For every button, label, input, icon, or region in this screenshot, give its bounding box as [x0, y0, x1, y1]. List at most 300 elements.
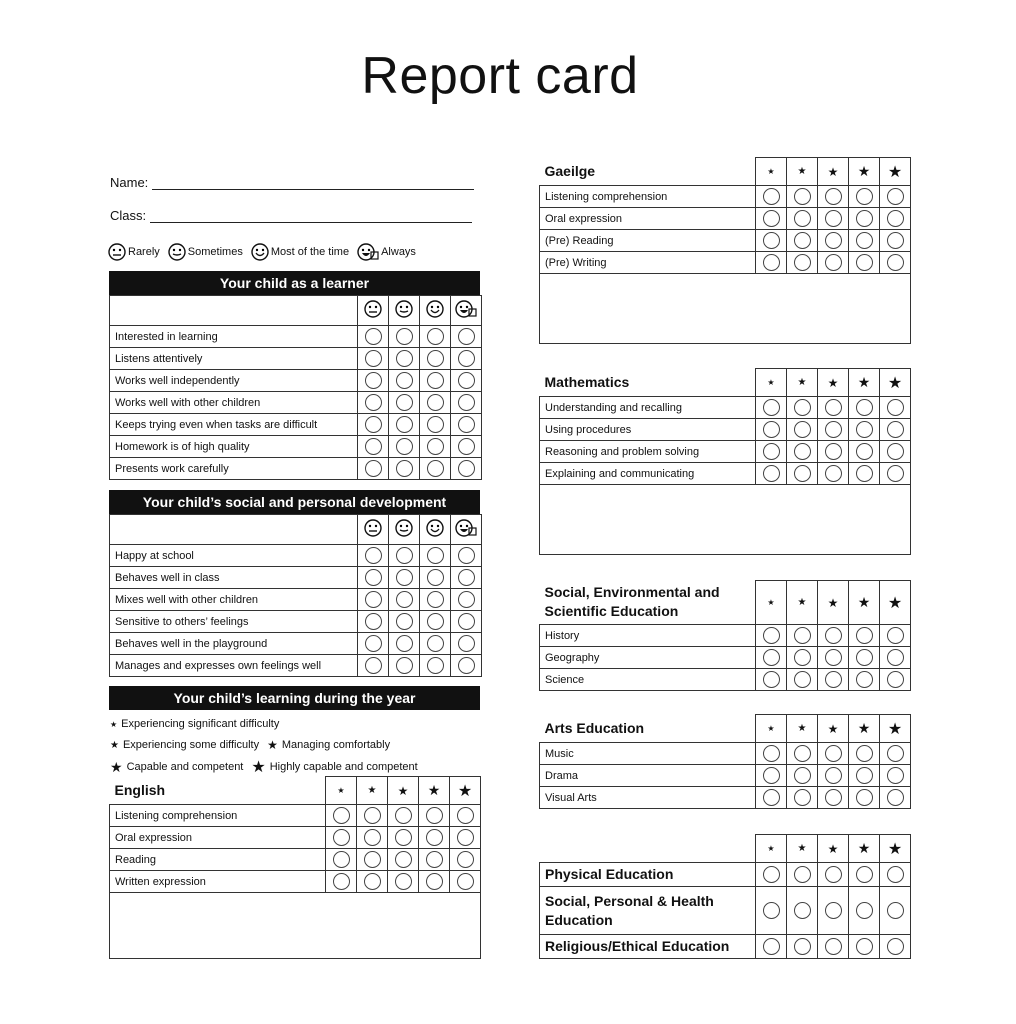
rating-cell[interactable] [849, 208, 880, 230]
rating-cell[interactable] [818, 463, 849, 485]
rating-circle[interactable] [427, 569, 444, 586]
rating-circle[interactable] [458, 438, 475, 455]
rating-circle[interactable] [365, 438, 382, 455]
rating-circle[interactable] [763, 421, 780, 438]
rating-circle[interactable] [825, 627, 842, 644]
rating-circle[interactable] [365, 460, 382, 477]
rating-cell[interactable] [358, 589, 389, 611]
rating-circle[interactable] [794, 465, 811, 482]
rating-circle[interactable] [427, 547, 444, 564]
rating-circle[interactable] [887, 210, 904, 227]
rating-circle[interactable] [825, 745, 842, 762]
rating-cell[interactable] [849, 625, 880, 647]
rating-cell[interactable] [389, 633, 420, 655]
rating-circle[interactable] [763, 232, 780, 249]
rating-cell[interactable] [420, 545, 451, 567]
rating-circle[interactable] [396, 591, 413, 608]
rating-cell[interactable] [818, 765, 849, 787]
rating-circle[interactable] [856, 767, 873, 784]
rating-circle[interactable] [365, 328, 382, 345]
rating-circle[interactable] [856, 649, 873, 666]
rating-circle[interactable] [825, 210, 842, 227]
rating-cell[interactable] [787, 743, 818, 765]
rating-cell[interactable] [849, 463, 880, 485]
rating-circle[interactable] [887, 649, 904, 666]
rating-cell[interactable] [451, 545, 482, 567]
rating-cell[interactable] [787, 252, 818, 274]
rating-cell[interactable] [389, 370, 420, 392]
rating-circle[interactable] [887, 421, 904, 438]
rating-circle[interactable] [856, 210, 873, 227]
rating-circle[interactable] [794, 188, 811, 205]
rating-cell[interactable] [818, 397, 849, 419]
comment-box[interactable] [110, 893, 481, 959]
rating-cell[interactable] [358, 370, 389, 392]
rating-circle[interactable] [396, 416, 413, 433]
rating-cell[interactable] [389, 392, 420, 414]
rating-circle[interactable] [458, 372, 475, 389]
rating-cell[interactable] [818, 669, 849, 691]
rating-cell[interactable] [849, 669, 880, 691]
rating-circle[interactable] [763, 399, 780, 416]
rating-circle[interactable] [887, 938, 904, 955]
rating-circle[interactable] [333, 807, 350, 824]
rating-cell[interactable] [388, 849, 419, 871]
rating-circle[interactable] [365, 657, 382, 674]
rating-cell[interactable] [849, 935, 880, 959]
rating-circle[interactable] [364, 807, 381, 824]
rating-cell[interactable] [389, 348, 420, 370]
rating-cell[interactable] [420, 655, 451, 677]
rating-cell[interactable] [756, 647, 787, 669]
rating-circle[interactable] [396, 460, 413, 477]
rating-cell[interactable] [420, 633, 451, 655]
rating-cell[interactable] [389, 326, 420, 348]
rating-circle[interactable] [763, 210, 780, 227]
rating-circle[interactable] [825, 767, 842, 784]
rating-cell[interactable] [756, 463, 787, 485]
rating-circle[interactable] [458, 613, 475, 630]
rating-circle[interactable] [427, 350, 444, 367]
rating-cell[interactable] [787, 419, 818, 441]
rating-circle[interactable] [396, 569, 413, 586]
rating-cell[interactable] [389, 611, 420, 633]
rating-circle[interactable] [887, 399, 904, 416]
rating-cell[interactable] [880, 765, 911, 787]
rating-circle[interactable] [856, 745, 873, 762]
rating-circle[interactable] [794, 627, 811, 644]
rating-circle[interactable] [365, 394, 382, 411]
rating-cell[interactable] [787, 863, 818, 887]
rating-circle[interactable] [396, 394, 413, 411]
rating-cell[interactable] [357, 827, 388, 849]
rating-cell[interactable] [787, 186, 818, 208]
rating-circle[interactable] [825, 421, 842, 438]
rating-circle[interactable] [887, 767, 904, 784]
rating-circle[interactable] [365, 547, 382, 564]
rating-circle[interactable] [458, 328, 475, 345]
rating-circle[interactable] [458, 547, 475, 564]
rating-circle[interactable] [763, 789, 780, 806]
rating-cell[interactable] [451, 392, 482, 414]
rating-circle[interactable] [763, 465, 780, 482]
rating-cell[interactable] [787, 647, 818, 669]
rating-circle[interactable] [856, 399, 873, 416]
rating-cell[interactable] [756, 441, 787, 463]
rating-circle[interactable] [396, 657, 413, 674]
rating-cell[interactable] [756, 743, 787, 765]
rating-cell[interactable] [358, 414, 389, 436]
rating-circle[interactable] [395, 807, 412, 824]
rating-circle[interactable] [365, 569, 382, 586]
rating-circle[interactable] [794, 399, 811, 416]
rating-cell[interactable] [818, 935, 849, 959]
rating-circle[interactable] [426, 829, 443, 846]
rating-cell[interactable] [818, 887, 849, 935]
rating-circle[interactable] [333, 873, 350, 890]
rating-cell[interactable] [849, 787, 880, 809]
rating-circle[interactable] [794, 902, 811, 919]
rating-cell[interactable] [880, 463, 911, 485]
rating-cell[interactable] [849, 647, 880, 669]
rating-circle[interactable] [763, 443, 780, 460]
rating-cell[interactable] [818, 208, 849, 230]
rating-cell[interactable] [756, 863, 787, 887]
rating-cell[interactable] [420, 392, 451, 414]
rating-cell[interactable] [389, 436, 420, 458]
rating-circle[interactable] [395, 873, 412, 890]
rating-cell[interactable] [419, 871, 450, 893]
rating-cell[interactable] [849, 419, 880, 441]
rating-circle[interactable] [794, 745, 811, 762]
rating-cell[interactable] [389, 414, 420, 436]
rating-cell[interactable] [451, 567, 482, 589]
rating-cell[interactable] [756, 935, 787, 959]
rating-cell[interactable] [450, 827, 481, 849]
rating-cell[interactable] [756, 765, 787, 787]
rating-circle[interactable] [458, 657, 475, 674]
rating-circle[interactable] [457, 873, 474, 890]
rating-circle[interactable] [887, 902, 904, 919]
rating-cell[interactable] [756, 787, 787, 809]
rating-cell[interactable] [420, 589, 451, 611]
rating-cell[interactable] [880, 419, 911, 441]
rating-cell[interactable] [451, 655, 482, 677]
rating-cell[interactable] [357, 805, 388, 827]
rating-cell[interactable] [880, 252, 911, 274]
rating-cell[interactable] [388, 805, 419, 827]
rating-circle[interactable] [333, 851, 350, 868]
rating-cell[interactable] [358, 633, 389, 655]
rating-cell[interactable] [818, 787, 849, 809]
rating-cell[interactable] [756, 230, 787, 252]
rating-circle[interactable] [458, 569, 475, 586]
rating-circle[interactable] [426, 851, 443, 868]
rating-cell[interactable] [787, 441, 818, 463]
rating-circle[interactable] [457, 829, 474, 846]
rating-cell[interactable] [818, 441, 849, 463]
rating-cell[interactable] [451, 611, 482, 633]
rating-cell[interactable] [849, 252, 880, 274]
rating-cell[interactable] [420, 567, 451, 589]
comment-box[interactable] [540, 274, 911, 344]
rating-cell[interactable] [818, 419, 849, 441]
rating-circle[interactable] [825, 902, 842, 919]
rating-circle[interactable] [825, 232, 842, 249]
rating-cell[interactable] [787, 625, 818, 647]
rating-circle[interactable] [887, 443, 904, 460]
rating-circle[interactable] [458, 591, 475, 608]
name-line[interactable] [152, 175, 474, 190]
rating-cell[interactable] [450, 849, 481, 871]
rating-circle[interactable] [427, 438, 444, 455]
rating-cell[interactable] [880, 743, 911, 765]
rating-circle[interactable] [856, 232, 873, 249]
rating-cell[interactable] [326, 805, 357, 827]
rating-circle[interactable] [365, 635, 382, 652]
rating-circle[interactable] [763, 767, 780, 784]
rating-circle[interactable] [333, 829, 350, 846]
rating-circle[interactable] [395, 829, 412, 846]
rating-circle[interactable] [365, 372, 382, 389]
rating-cell[interactable] [326, 827, 357, 849]
rating-circle[interactable] [825, 671, 842, 688]
rating-circle[interactable] [763, 938, 780, 955]
rating-cell[interactable] [420, 458, 451, 480]
rating-cell[interactable] [787, 230, 818, 252]
rating-cell[interactable] [451, 326, 482, 348]
rating-circle[interactable] [856, 421, 873, 438]
rating-circle[interactable] [825, 649, 842, 666]
rating-cell[interactable] [787, 208, 818, 230]
rating-circle[interactable] [427, 416, 444, 433]
rating-circle[interactable] [396, 547, 413, 564]
rating-cell[interactable] [849, 441, 880, 463]
rating-cell[interactable] [419, 827, 450, 849]
rating-circle[interactable] [887, 627, 904, 644]
rating-cell[interactable] [849, 230, 880, 252]
rating-cell[interactable] [419, 849, 450, 871]
rating-cell[interactable] [880, 186, 911, 208]
rating-cell[interactable] [787, 787, 818, 809]
name-field[interactable] [110, 175, 474, 190]
rating-circle[interactable] [427, 394, 444, 411]
rating-cell[interactable] [756, 208, 787, 230]
rating-circle[interactable] [825, 188, 842, 205]
rating-circle[interactable] [427, 657, 444, 674]
rating-cell[interactable] [389, 589, 420, 611]
rating-cell[interactable] [787, 463, 818, 485]
rating-circle[interactable] [856, 188, 873, 205]
rating-cell[interactable] [880, 208, 911, 230]
rating-circle[interactable] [763, 866, 780, 883]
rating-cell[interactable] [451, 589, 482, 611]
rating-cell[interactable] [818, 230, 849, 252]
rating-circle[interactable] [794, 254, 811, 271]
rating-circle[interactable] [364, 851, 381, 868]
rating-circle[interactable] [794, 649, 811, 666]
rating-circle[interactable] [794, 232, 811, 249]
rating-circle[interactable] [763, 902, 780, 919]
rating-cell[interactable] [357, 871, 388, 893]
rating-cell[interactable] [420, 348, 451, 370]
rating-cell[interactable] [358, 326, 389, 348]
rating-circle[interactable] [887, 745, 904, 762]
rating-circle[interactable] [763, 188, 780, 205]
rating-cell[interactable] [451, 458, 482, 480]
rating-cell[interactable] [326, 849, 357, 871]
rating-cell[interactable] [756, 625, 787, 647]
rating-circle[interactable] [457, 807, 474, 824]
rating-circle[interactable] [856, 671, 873, 688]
rating-circle[interactable] [427, 613, 444, 630]
rating-circle[interactable] [396, 372, 413, 389]
rating-circle[interactable] [364, 829, 381, 846]
rating-circle[interactable] [856, 627, 873, 644]
rating-cell[interactable] [756, 397, 787, 419]
rating-circle[interactable] [365, 416, 382, 433]
rating-cell[interactable] [420, 326, 451, 348]
rating-cell[interactable] [818, 647, 849, 669]
rating-circle[interactable] [794, 866, 811, 883]
rating-circle[interactable] [794, 421, 811, 438]
rating-cell[interactable] [849, 186, 880, 208]
rating-circle[interactable] [856, 938, 873, 955]
rating-circle[interactable] [794, 938, 811, 955]
rating-cell[interactable] [818, 625, 849, 647]
rating-circle[interactable] [396, 613, 413, 630]
rating-cell[interactable] [880, 863, 911, 887]
rating-cell[interactable] [756, 419, 787, 441]
rating-cell[interactable] [451, 436, 482, 458]
rating-circle[interactable] [825, 866, 842, 883]
rating-circle[interactable] [856, 254, 873, 271]
rating-circle[interactable] [763, 671, 780, 688]
rating-cell[interactable] [420, 611, 451, 633]
rating-circle[interactable] [794, 767, 811, 784]
rating-cell[interactable] [389, 545, 420, 567]
rating-circle[interactable] [427, 635, 444, 652]
rating-circle[interactable] [427, 372, 444, 389]
rating-cell[interactable] [388, 827, 419, 849]
rating-cell[interactable] [419, 805, 450, 827]
rating-cell[interactable] [880, 625, 911, 647]
rating-cell[interactable] [880, 669, 911, 691]
rating-cell[interactable] [756, 252, 787, 274]
rating-circle[interactable] [825, 254, 842, 271]
rating-cell[interactable] [358, 545, 389, 567]
rating-circle[interactable] [763, 745, 780, 762]
rating-cell[interactable] [818, 743, 849, 765]
rating-circle[interactable] [426, 873, 443, 890]
rating-cell[interactable] [358, 436, 389, 458]
rating-circle[interactable] [794, 671, 811, 688]
rating-circle[interactable] [427, 460, 444, 477]
rating-circle[interactable] [396, 635, 413, 652]
rating-circle[interactable] [856, 866, 873, 883]
rating-cell[interactable] [787, 765, 818, 787]
rating-cell[interactable] [389, 458, 420, 480]
rating-cell[interactable] [880, 887, 911, 935]
rating-cell[interactable] [849, 863, 880, 887]
rating-circle[interactable] [426, 807, 443, 824]
rating-cell[interactable] [818, 186, 849, 208]
rating-cell[interactable] [451, 414, 482, 436]
rating-circle[interactable] [763, 254, 780, 271]
rating-cell[interactable] [849, 887, 880, 935]
rating-cell[interactable] [450, 805, 481, 827]
rating-circle[interactable] [457, 851, 474, 868]
rating-cell[interactable] [451, 348, 482, 370]
rating-circle[interactable] [825, 938, 842, 955]
rating-cell[interactable] [358, 567, 389, 589]
rating-cell[interactable] [818, 252, 849, 274]
class-line[interactable] [150, 208, 472, 223]
rating-circle[interactable] [794, 789, 811, 806]
rating-cell[interactable] [849, 743, 880, 765]
rating-circle[interactable] [458, 460, 475, 477]
rating-cell[interactable] [358, 655, 389, 677]
rating-circle[interactable] [856, 443, 873, 460]
rating-circle[interactable] [887, 866, 904, 883]
rating-cell[interactable] [358, 348, 389, 370]
rating-cell[interactable] [787, 887, 818, 935]
rating-circle[interactable] [887, 465, 904, 482]
rating-circle[interactable] [887, 232, 904, 249]
rating-circle[interactable] [856, 465, 873, 482]
rating-cell[interactable] [849, 397, 880, 419]
rating-cell[interactable] [357, 849, 388, 871]
rating-circle[interactable] [427, 328, 444, 345]
rating-cell[interactable] [451, 633, 482, 655]
rating-cell[interactable] [756, 669, 787, 691]
rating-cell[interactable] [880, 230, 911, 252]
rating-circle[interactable] [365, 613, 382, 630]
rating-cell[interactable] [358, 392, 389, 414]
rating-cell[interactable] [880, 647, 911, 669]
rating-circle[interactable] [458, 350, 475, 367]
rating-cell[interactable] [389, 655, 420, 677]
rating-cell[interactable] [880, 935, 911, 959]
rating-cell[interactable] [787, 669, 818, 691]
rating-circle[interactable] [794, 443, 811, 460]
rating-cell[interactable] [880, 441, 911, 463]
rating-cell[interactable] [880, 787, 911, 809]
rating-cell[interactable] [420, 414, 451, 436]
rating-circle[interactable] [427, 591, 444, 608]
rating-cell[interactable] [420, 370, 451, 392]
rating-circle[interactable] [794, 210, 811, 227]
rating-cell[interactable] [756, 887, 787, 935]
rating-circle[interactable] [365, 591, 382, 608]
rating-cell[interactable] [358, 611, 389, 633]
rating-cell[interactable] [389, 567, 420, 589]
rating-cell[interactable] [358, 458, 389, 480]
rating-cell[interactable] [849, 765, 880, 787]
rating-circle[interactable] [458, 635, 475, 652]
rating-cell[interactable] [787, 397, 818, 419]
rating-cell[interactable] [388, 871, 419, 893]
rating-circle[interactable] [364, 873, 381, 890]
rating-circle[interactable] [887, 789, 904, 806]
rating-circle[interactable] [856, 789, 873, 806]
rating-cell[interactable] [326, 871, 357, 893]
rating-circle[interactable] [396, 350, 413, 367]
comment-box[interactable] [540, 485, 911, 555]
rating-circle[interactable] [395, 851, 412, 868]
rating-cell[interactable] [756, 186, 787, 208]
rating-cell[interactable] [450, 871, 481, 893]
